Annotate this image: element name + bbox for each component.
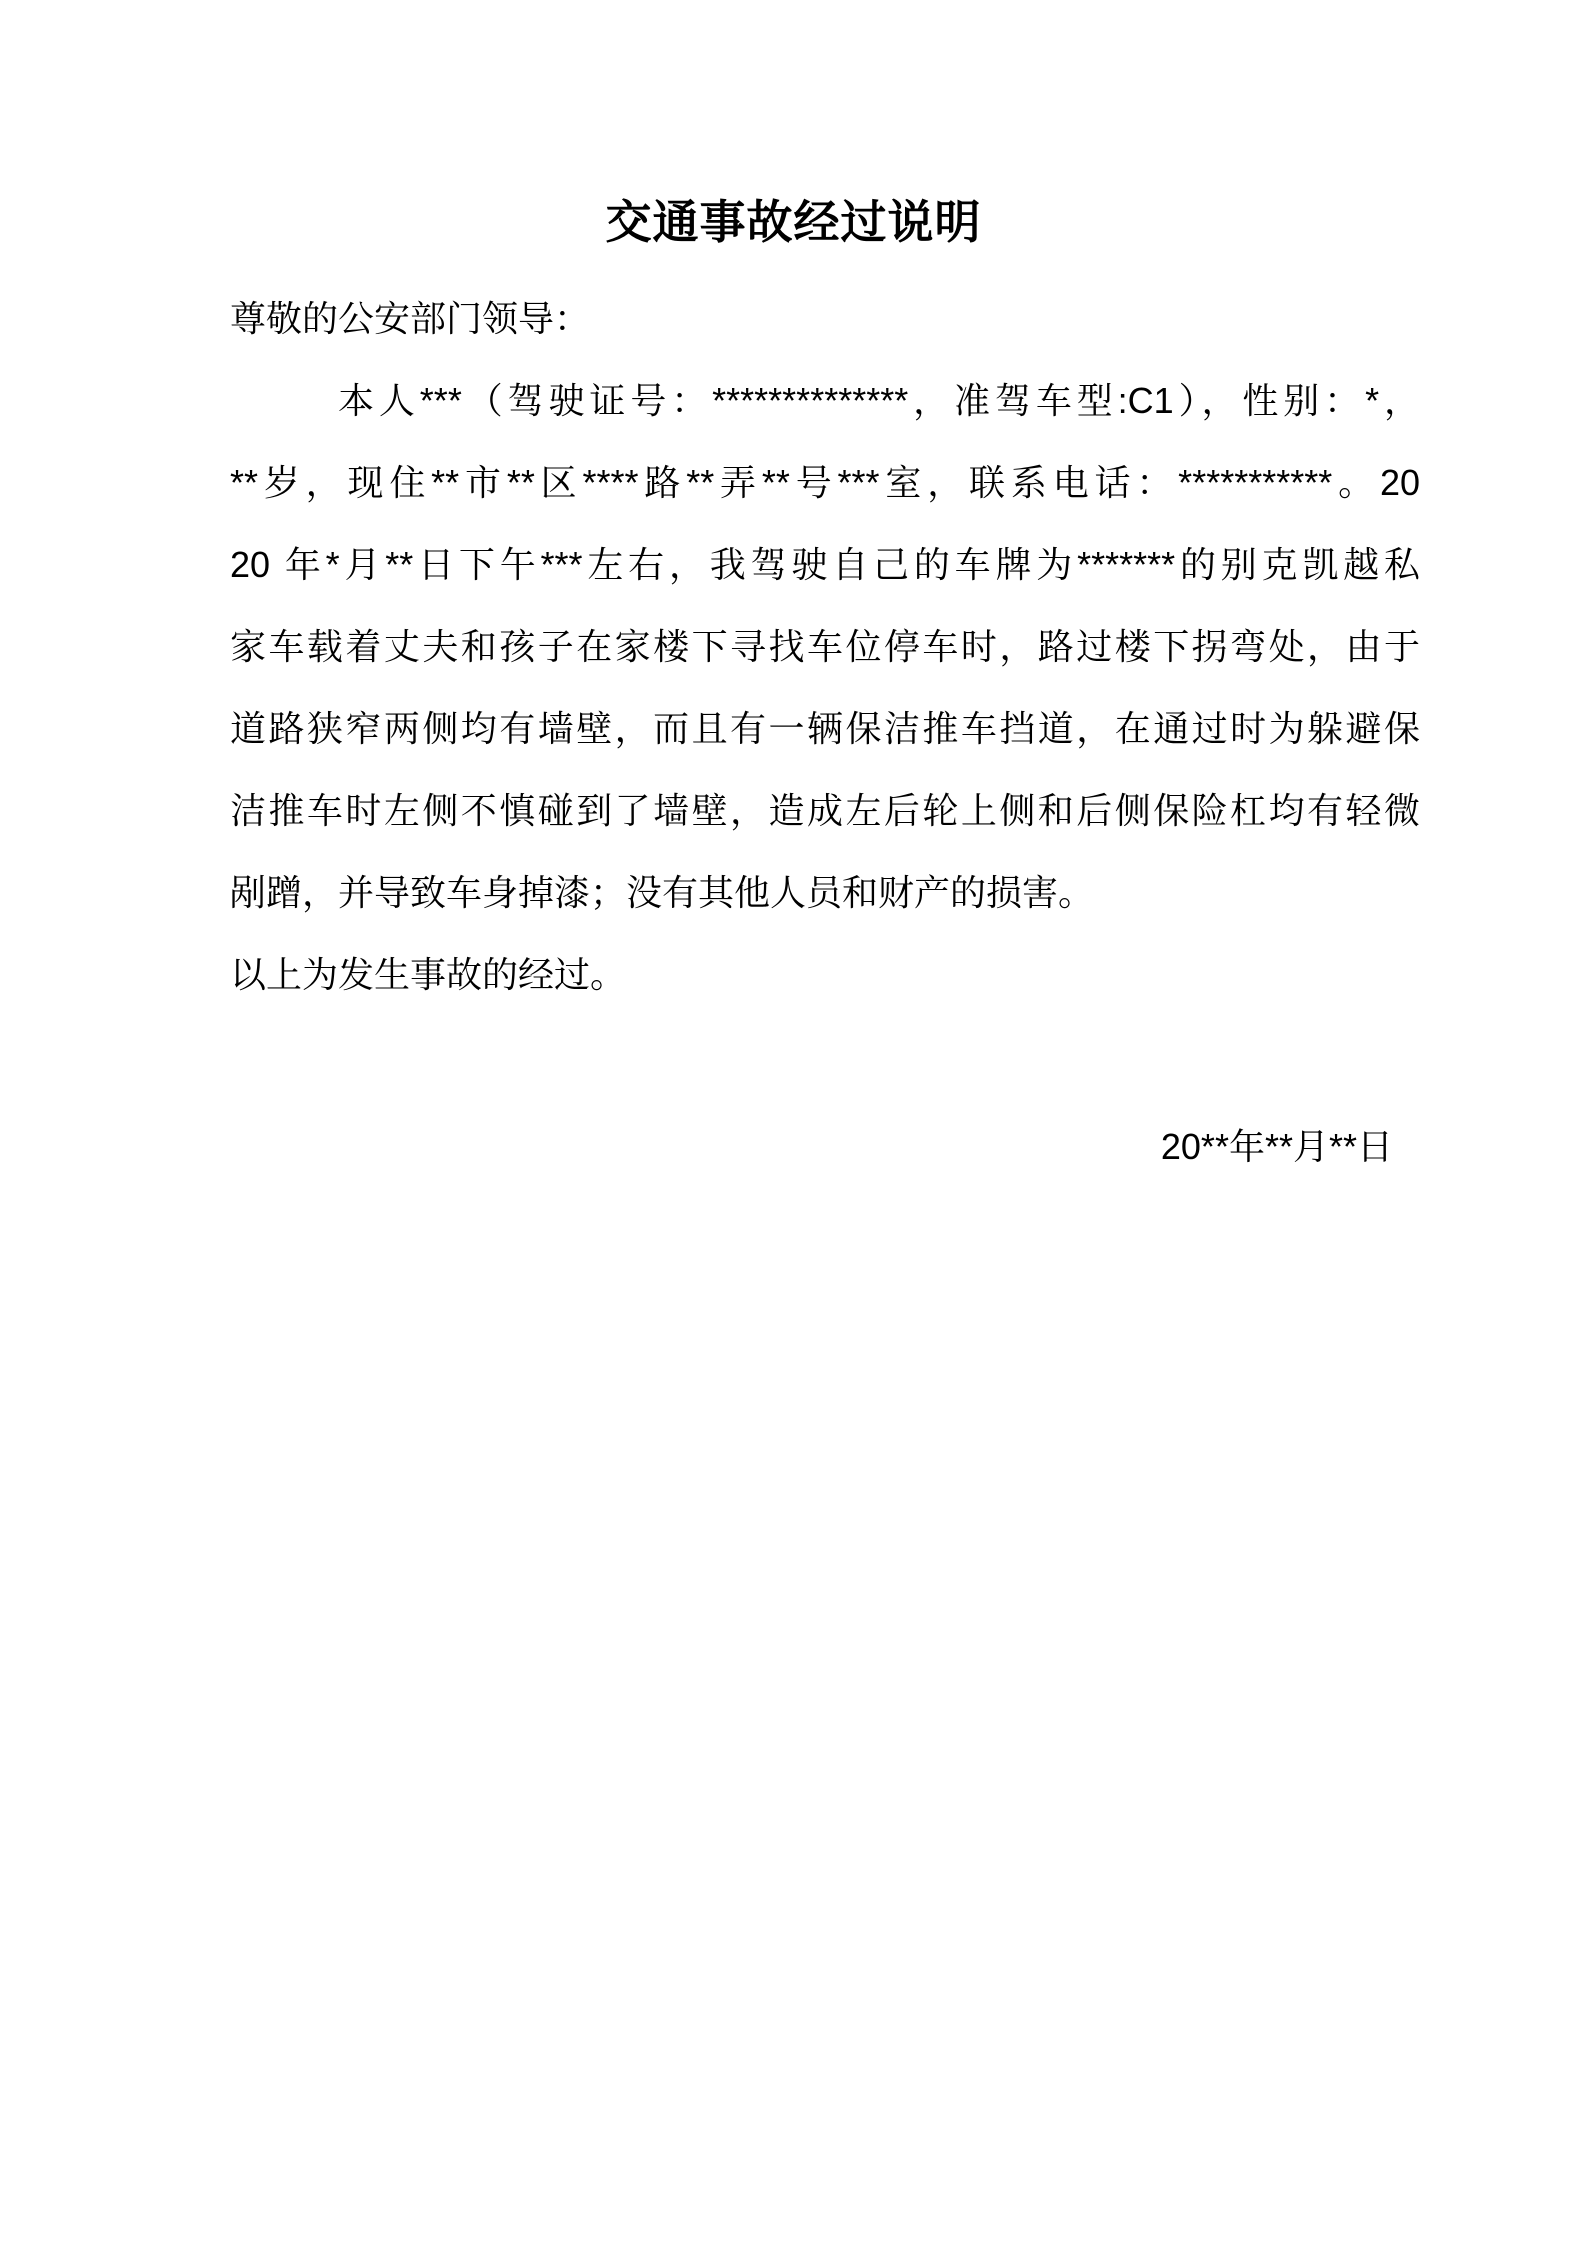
page-title: 交通事故经过说明 [605,196,982,248]
paragraph-line: 家车载着丈夫和孩子在家楼下寻找车位停车时，路过楼下拐弯处，由于 [230,626,1420,667]
paragraph-line: 剐蹭，并导致车身掉漆；没有其他人员和财产的损害。 [230,872,1095,913]
paragraph-line: 洁推车时左侧不慎碰到了墙壁，造成左后轮上侧和后侧保险杠均有轻微 [230,790,1420,831]
date-line: 20**年**月**日 [1160,1126,1393,1167]
document-body [230,278,1420,1188]
paragraph-line: **岁，现住**市**区****路**弄**号***室，联系电话：***********。20 [230,462,1420,503]
salutation-line: 尊敬的公安部门领导： [230,298,591,339]
closing-line: 以上为发生事故的经过。 [230,954,627,995]
paragraph-line: 本人***（驾驶证号：**************，准驾车型:C1），性别：*， [338,380,1420,421]
paragraph-line: 20 年*月**日下午***左右，我驾驶自己的车牌为*******的别克凯越私 [230,544,1420,585]
paragraph-line: 道路狭窄两侧均有墙壁，而且有一辆保洁推车挡道，在通过时为躲避保 [230,708,1420,749]
